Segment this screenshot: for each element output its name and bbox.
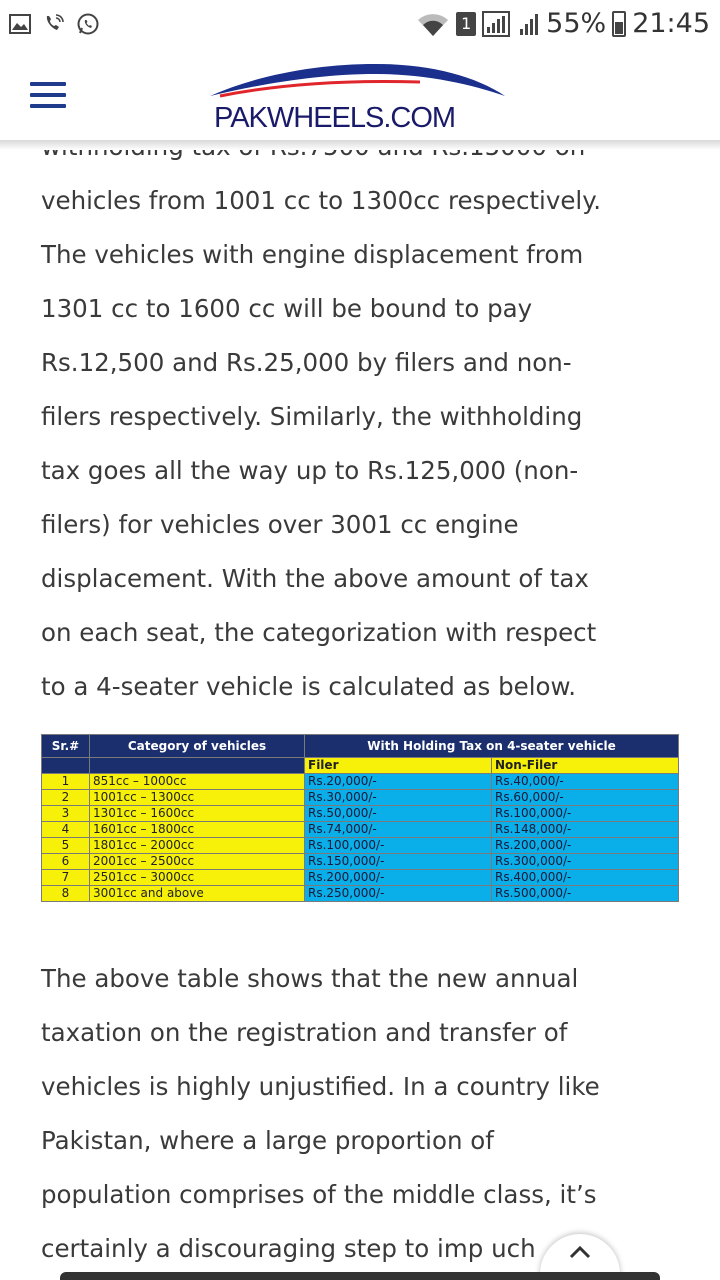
text-line: taxation on the registration and transfer of (41, 1018, 568, 1047)
cell-filer: Rs.74,000/- (305, 822, 492, 838)
cell-filer: Rs.250,000/- (305, 886, 492, 902)
cell-sr: 1 (42, 774, 90, 790)
table-row (42, 886, 679, 902)
notification-icons (8, 12, 100, 36)
header-blank (90, 758, 305, 774)
whatsapp-icon (76, 12, 100, 36)
text-line: population comprises of the middle class, it’s (41, 1180, 597, 1209)
cell-sr: 7 (42, 870, 90, 886)
cell-category: 2001cc – 2500cc (90, 854, 305, 870)
text-line: filers respectively. Similarly, the withholding (41, 402, 583, 431)
wifi-calling-icon (42, 12, 66, 36)
text-line: Rs.12,500 and Rs.25,000 by filers and non- (41, 348, 572, 377)
hamburger-bar (30, 104, 66, 108)
cell-non-filer: Rs.40,000/- (491, 774, 678, 790)
text-line: certainly a discouraging step to imp uch (41, 1234, 536, 1263)
cell-category: 1801cc – 2000cc (90, 838, 305, 854)
article-paragraph-1 (41, 120, 681, 714)
pakwheels-logo[interactable] (200, 56, 520, 136)
cell-non-filer: Rs.148,000/- (491, 822, 678, 838)
table-row (42, 838, 679, 854)
header-category: Category of vehicles (90, 735, 305, 758)
text-line: on each seat, the categorization with respect (41, 618, 597, 647)
gesture-nav-handle[interactable] (60, 1272, 660, 1280)
cell-filer: Rs.100,000/- (305, 838, 492, 854)
cell-category: 851cc – 1000cc (90, 774, 305, 790)
hamburger-bar (30, 93, 66, 97)
cell-filer: Rs.20,000/- (305, 774, 492, 790)
table-row (42, 774, 679, 790)
cell-non-filer: Rs.100,000/- (491, 806, 678, 822)
table-row (42, 854, 679, 870)
header-sr: Sr.# (42, 735, 90, 758)
battery-percent: 55% (546, 8, 607, 39)
hamburger-bar (30, 82, 66, 86)
chevron-up-icon (568, 1244, 592, 1260)
menu-button[interactable] (30, 82, 66, 108)
cell-non-filer: Rs.400,000/- (491, 870, 678, 886)
cell-category: 1301cc – 1600cc (90, 806, 305, 822)
cell-filer: Rs.200,000/- (305, 870, 492, 886)
cell-category: 1601cc – 1800cc (90, 822, 305, 838)
app-header (0, 52, 720, 140)
header-non-filer: Non-Filer (491, 758, 678, 774)
signal-sim2-icon (518, 11, 540, 37)
cell-sr: 8 (42, 886, 90, 902)
table-row (42, 790, 679, 806)
header-filer: Filer (305, 758, 492, 774)
text-line: The above table shows that the new annual (41, 964, 579, 993)
cell-sr: 2 (42, 790, 90, 806)
clock: 21:45 (632, 8, 710, 39)
table-row (42, 806, 679, 822)
cell-filer: Rs.150,000/- (305, 854, 492, 870)
cell-category: 1001cc – 1300cc (90, 790, 305, 806)
system-status (416, 8, 710, 39)
battery-icon (612, 11, 626, 37)
text-line: 1301 cc to 1600 cc will be bound to pay (41, 294, 533, 323)
cell-sr: 6 (42, 854, 90, 870)
cell-sr: 3 (42, 806, 90, 822)
cell-filer: Rs.50,000/- (305, 806, 492, 822)
table-subheader-row (42, 758, 679, 774)
cell-sr: 5 (42, 838, 90, 854)
tax-table (41, 734, 679, 902)
text-line: tax goes all the way up to Rs.125,000 (non- (41, 456, 579, 485)
header-withholding-tax: With Holding Tax on 4-seater vehicle (305, 735, 679, 758)
sim-badge: 1 (456, 12, 476, 36)
table-row (42, 822, 679, 838)
table-header-row (42, 735, 679, 758)
cell-non-filer: Rs.300,000/- (491, 854, 678, 870)
cell-sr: 4 (42, 822, 90, 838)
text-line: Pakistan, where a large proportion of (41, 1126, 494, 1155)
text-line: to a 4-seater vehicle is calculated as below. (41, 672, 577, 701)
text-line: The vehicles with engine displacement from (41, 240, 584, 269)
logo-text: PAKWHEELS.COM (214, 102, 456, 134)
header-blank (42, 758, 90, 774)
gallery-icon (8, 12, 32, 36)
article-paragraph-2 (41, 952, 681, 1276)
cell-filer: Rs.30,000/- (305, 790, 492, 806)
text-line: filers) for vehicles over 3001 cc engine (41, 510, 519, 539)
header-divider (0, 140, 720, 150)
cell-non-filer: Rs.500,000/- (491, 886, 678, 902)
wifi-icon (416, 11, 450, 37)
status-bar (0, 0, 720, 52)
text-line: vehicles from 1001 cc to 1300cc respectively. (41, 186, 601, 215)
signal-sim1-icon (482, 11, 512, 37)
cell-non-filer: Rs.60,000/- (491, 790, 678, 806)
table-row (42, 870, 679, 886)
logo-car-swoosh-icon (200, 56, 520, 106)
cell-category: 2501cc – 3000cc (90, 870, 305, 886)
text-line: vehicles is highly unjustified. In a country like (41, 1072, 600, 1101)
cell-category: 3001cc and above (90, 886, 305, 902)
cell-non-filer: Rs.200,000/- (491, 838, 678, 854)
text-line: displacement. With the above amount of tax (41, 564, 589, 593)
